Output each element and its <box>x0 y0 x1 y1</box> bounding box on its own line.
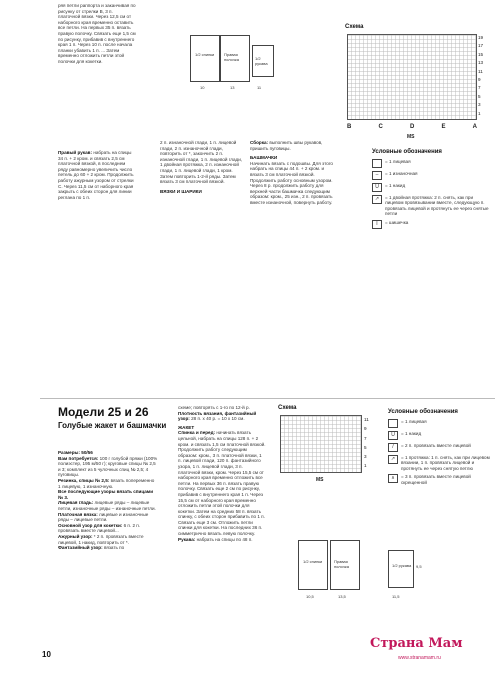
legend-symbol-icon: – <box>372 171 382 180</box>
bottom-garment-diagram: 1/2 спинки Правая полочка 1/2 рукава 10,5 13,5 11,5 9,5 <box>278 520 438 620</box>
chart-arrow-label: C <box>378 124 383 130</box>
section-divider <box>40 398 495 399</box>
row-number: 11 <box>364 417 369 422</box>
row-number: 19 <box>478 35 484 40</box>
row-number: 9 <box>478 77 481 83</box>
legend-text: = 1 накид <box>401 430 422 436</box>
top-column-2 <box>58 150 136 200</box>
bottom-chart-block <box>278 405 378 520</box>
chart-arrow-label: A <box>472 124 477 130</box>
legend-item <box>388 474 494 485</box>
watermark-logo: Страна Мам <box>370 636 463 651</box>
bottom-legend-list <box>388 419 494 486</box>
legend-item <box>388 431 494 440</box>
top-column-4 <box>250 140 335 206</box>
top-front-piece: Правая полочка <box>220 35 250 82</box>
top-back-piece: 1/2 спинки <box>190 35 220 82</box>
legend-item <box>388 419 494 428</box>
models-title: Модели 25 и 26 <box>58 405 149 419</box>
legend-text: = 3 п. провязать вместе лицевой скрещенной <box>401 474 471 485</box>
legend-item <box>372 183 492 192</box>
row-number: 1 <box>478 110 481 116</box>
chart-arrow-label: E <box>441 124 446 130</box>
row-number: 1 <box>364 463 367 469</box>
legend-text: = 1 лицевая <box>401 418 427 424</box>
top-legend-title: Условные обозначения <box>372 149 442 155</box>
top-chart-title: Схема <box>345 24 364 30</box>
legend-item <box>372 159 492 168</box>
legend-item <box>388 443 494 452</box>
bottom-ms-label: MS <box>316 477 324 483</box>
legend-symbol-icon <box>388 419 398 428</box>
legend-symbol-icon: U <box>372 183 382 192</box>
legend-item <box>372 195 492 217</box>
legend-text: = 1 двойная протяжка: 2 п. снять, как при лицевом провязывании вместе, следующую п. провязать лицевой и протянуть ее через снятые петли <box>385 194 489 217</box>
row-number: 5 <box>364 444 367 450</box>
top-column-1 <box>58 3 136 65</box>
top-ms-label: MS <box>407 134 415 140</box>
page-number: 10 <box>42 650 51 659</box>
bottom-sleeve-piece: 1/2 рукава <box>388 550 414 588</box>
legend-text: = 2 п. провязать вместе лицевой <box>401 442 471 448</box>
top-chart-arrows <box>347 124 477 130</box>
top-legend <box>372 150 492 229</box>
row-number: 15 <box>478 51 484 57</box>
row-number: 7 <box>364 435 367 441</box>
row-number: 11 <box>478 68 483 74</box>
chart-arrow-label: D <box>409 124 415 130</box>
top-col3-head: ВЯЗКИ И ШАРИКИ <box>160 188 202 194</box>
bottom-back-piece: 1/2 спинки <box>298 540 328 590</box>
legend-item <box>372 220 492 229</box>
bottom-front-piece: Правая полочка <box>330 540 360 590</box>
legend-symbol-icon: U <box>388 431 398 440</box>
top-col4-head: Сборка: <box>250 140 269 145</box>
legend-text: = шишечка <box>385 219 409 225</box>
top-col4-text: выполнить швы рукавов, пришить пуговицы. <box>250 140 323 151</box>
legend-item <box>388 455 494 472</box>
bottom-chart-title: Схема <box>278 405 297 411</box>
chart-arrow-label: B <box>347 124 352 130</box>
top-chart-block <box>345 24 495 144</box>
top-column-3 <box>160 140 245 194</box>
bottom-chart-grid <box>280 415 362 473</box>
top-col4-b: Начинать вязать с подошвы. Для этого набрать на спицы 44 п. + 2 кром. и вязать 3 см платочной вязкой. Продолжить работу основным узором. Через 8 р. продолжить работу для верхней части башмачка следующим образом: кром., 25 изн., 2 п. провязать вместе изнаночной, повернуть работу. <box>250 160 333 205</box>
legend-text: = 1 изнаночная <box>385 170 418 176</box>
legend-text: = 1 накид <box>385 182 406 188</box>
row-number: 13 <box>478 60 484 66</box>
top-col3-text: 2 п. изнаночной глади, 1 п. лицевой глади, 2 п. изнаночной глади, повторить от *, закончить 2 п. изнаночной глади, 1 п. лицевой глади, 1 двойная протяжка, 2 п. изнаночной глади, 1 п. лицевой глади, 1 кром. Затем повторить 1-2-й ряды. Затем вязать 3 см платочной вязкой. <box>160 140 243 185</box>
bottom-column-1: Размеры: 50/56 Вам потребуется: 100 г голубой пряжи (100% полиэстер, 195 м/50 г); круговые спицы № 2,5 и 3; комплект из 5 чулочных спиц № 2,5; 4 пуговицы. Резинка, спицы № 2,5: вязать попеременно 1 лицевую, 1 изнаночную. Все последующие узоры вязать спицами № 3. Лицевая гладь: лицевые ряды – лицевые петли, изнаночные ряды – изнаночные петли. Платочная вязка: лицевые и изнаночные ряды – лицевые петли. Основной узор для кокетки: 6 п. 2 п. провязать вместе лицевой... Ажурный узор: * 2 п. провязать вместе лицевой, 1 накид, повторить от *. Фантазийный узор: вязать по <box>58 450 158 551</box>
watermark-url: www.stranamam.ru <box>398 655 441 661</box>
top-col2-text: набрать на спицы 34 п. + 2 кром. и связать 2,5 см платочной вязкой, в последнем ряду равномерно увеличить число петель до 60 + 2 кром. Продолжить работу ажурным узором от стрелки С. Через 11,5 см от наборного края закрыть с обеих сторон для линии реглана по 1 п. <box>58 150 134 200</box>
top-row-numbers <box>478 34 483 118</box>
top-col4-sub: БАШМАЧКИ <box>250 155 278 161</box>
row-number: 7 <box>478 85 481 91</box>
legend-text: = 1 протяжка: 1 п. снять, как при лицевом вязании, 1 п. провязать лицевой и протянуть ее через снятую петлю <box>401 454 490 471</box>
legend-symbol-icon: / <box>388 443 398 452</box>
bottom-legend <box>388 410 494 486</box>
legend-item <box>372 171 492 180</box>
legend-symbol-icon: ↗ <box>388 455 398 464</box>
legend-text: = 1 лицевая <box>385 158 411 164</box>
row-number: 9 <box>364 426 367 432</box>
top-col2-head: Правый рукав: <box>58 150 93 155</box>
top-legend-list <box>372 159 492 229</box>
legend-symbol-icon <box>372 159 382 168</box>
bottom-row-numbers <box>364 415 369 471</box>
bottom-header <box>58 405 168 430</box>
top-sleeve-piece: 1/2 рукава <box>252 45 274 77</box>
legend-symbol-icon: ↗ <box>372 195 382 204</box>
bottom-legend-title: Условные обозначения <box>388 409 458 415</box>
row-number: 5 <box>478 93 481 99</box>
row-number: 3 <box>478 102 481 108</box>
top-col1-text: ряя петли раппорта и заканчивая по рисунку от стрелки В, 3 п. платочной вязки. Через 12,5 см от наборного края временно оставить все петли. На первых 35 п. вязать правую полочку. Связать еще 1,5 см по рисунку, прибавив с внутреннего края 1 п. Через 10 п. после начала планки убавить 1 п. ... Затем временно отложить петли этой полочки для кокетки. <box>58 3 136 64</box>
top-chart-grid <box>347 34 477 120</box>
models-subtitle: Голубые жакет и башмачки <box>58 421 167 430</box>
row-number: 3 <box>364 454 367 460</box>
sizes: Размеры: 50/56 <box>58 450 93 455</box>
legend-symbol-icon: I <box>372 220 382 229</box>
bottom-column-2: схеме; повторять с 1-го по 12-й р. Плотность вязания, фантазийный узор: 28 п. х 40 р. = 10 х 10 см. ЖАКЕТ Спинка и перед: начинать вязать цельной, набрать на спицы 128 п. + 2 кром. и связать 1,5 см платочной вязкой. Продолжить работу следующим образом: кром., 3 п. платочной вязки, 1 п. лицевой глади, 120 п. фантазийного узора, 1 п. лицевой глади, 3 п. платочной вязки, кром. Через 15,5 см от наборного края временно отложить все петли. На первых 36 п. вязать правую полочку. Связать еще 2 см по рисунку, прибавив с внутреннего края 1 п. Через 15,5 см от наборного края временно отложить петли этой полочки для кокетки. Затем на средних 58 п. вязать спинку, с обеих сторон прибавить по 1 п. Связать еще 3 см. Отложить петли спинки для кокетки. На последних 36 п. симметрично вязать левую полочку. Рукава: набрать на спицы по 48 п. <box>178 405 266 542</box>
legend-symbol-icon: ∧ <box>388 474 398 483</box>
row-number: 17 <box>478 43 484 49</box>
top-garment-diagram: 1/2 спинки Правая полочка 1/2 рукава 10 13 11 <box>145 5 275 95</box>
